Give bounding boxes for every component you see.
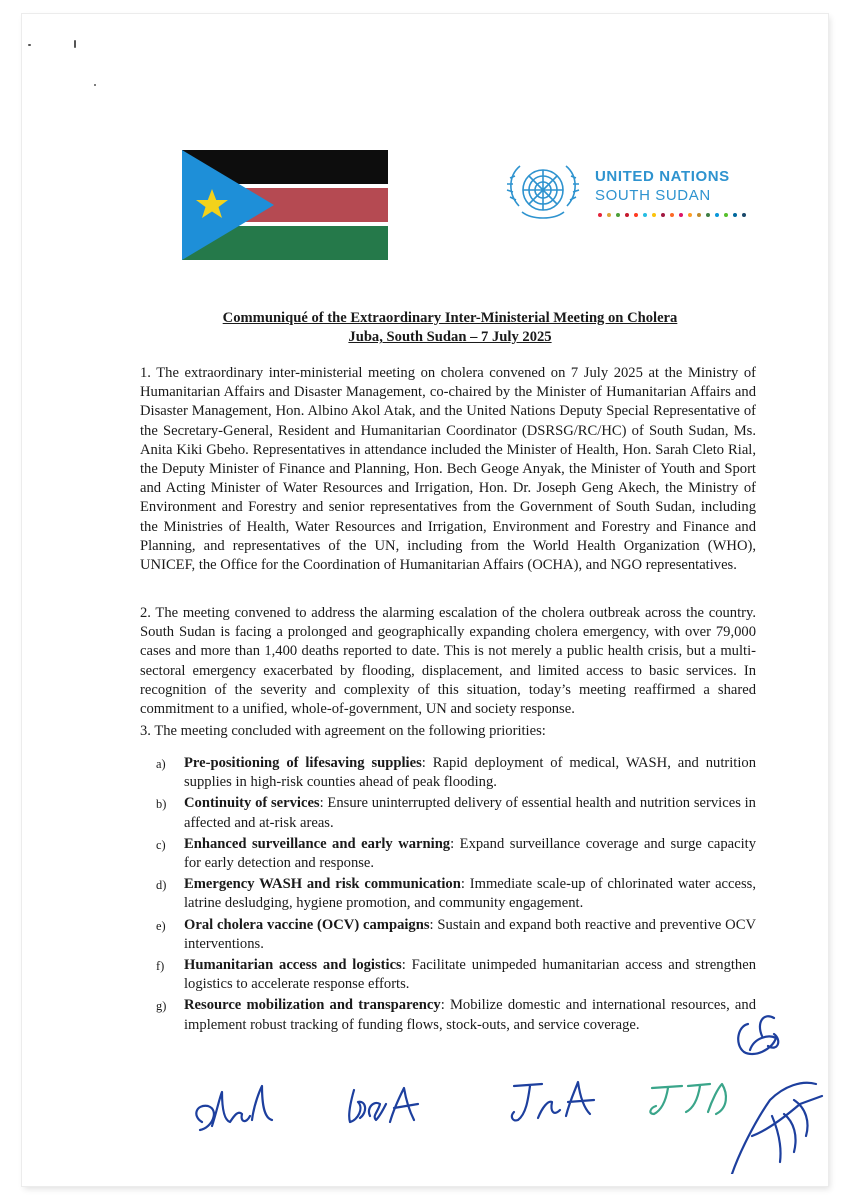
item-text: : Expand surveillance coverage and surge capacity for early detection and response. [184,835,757,872]
item-letter: d) [156,878,167,893]
item-text: : Immediate scale-up of chlorinated water access, latrine desludging, hygiene promotion, and community engagement. [184,876,756,912]
priorities-list [156,754,756,1037]
scan-speck [74,40,76,48]
list-item [156,835,756,873]
list-item [156,754,756,792]
signatures-svg [182,1004,847,1174]
item-heading: Emergency WASH and risk communication [184,876,461,893]
item-letter: a) [156,757,166,771]
item-text: : Rapid deployment of medical, WASH, and nutrition supplies in high-risk counties ahead of peak flooding. [184,755,756,791]
list-item [156,916,756,954]
sdg-dots-icon [597,212,757,218]
signature-5 [738,1016,778,1054]
item-heading: Pre-positioning of lifesaving supplies [184,755,422,771]
signature-1 [196,1086,272,1130]
item-text: : Ensure uninterrupted delivery of essential health and nutrition services in affected and at-risk areas. [184,795,756,831]
scan-speck [28,44,31,46]
document-page [22,14,828,1186]
scan-speck [94,84,96,86]
signature-6 [730,1083,822,1174]
list-item [156,875,756,913]
communique-title [142,309,758,347]
item-text: : Sustain and expand both reactive and preventive OCV interventions. [184,916,756,952]
un-south-sudan-logo [500,160,770,230]
paragraph-3: 3. The meeting concluded with agreement on the following priorities: [140,723,546,739]
un-emblem-icon [500,160,586,224]
item-letter: g) [156,999,167,1014]
title-line2: Juba, South Sudan – 7 July 2025 [348,329,552,345]
logo-title: UNITED NATIONS [595,168,730,185]
signature-2 [349,1088,418,1122]
item-letter: f) [156,959,165,974]
signatures-area [182,1004,847,1204]
list-item [156,956,756,994]
logo-subtitle: SOUTH SUDAN [595,187,711,204]
item-heading: Oral cholera vaccine (OCV) campaigns [184,916,430,933]
signature-3 [512,1082,594,1120]
item-letter: e) [156,918,166,933]
item-heading: Continuity of services [184,795,320,812]
south-sudan-flag-icon [182,150,388,260]
signature-4 [650,1084,726,1114]
item-heading: Humanitarian access and logistics [184,957,402,974]
paragraph-2: 2. The meeting convened to address the alarming escalation of the cholera outbreak across the country. South Sudan is facing a prolonged and geographically expanding cholera emergency, with over 79,000 cases and more than 1,400 deaths reported to date. This is not merely a public health crisis, but a multi-sectoral emergency exacerbated by flooding, displacement, and limited access to basic services. In recognition of the severity and complexity of this situation, today’s meeting reaffirmed a shared commitment to a unified, whole-of-government, UN and society response. [140,605,756,718]
item-heading: Enhanced surveillance and early warning [184,835,451,852]
title-line1: Communiqué of the Extraordinary Inter-Ministerial Meeting on Cholera [222,310,678,326]
item-heading: Resource mobilization and transparency [184,997,441,1014]
item-letter: b) [156,797,167,812]
paragraph-1: 1. The extraordinary inter-ministerial meeting on cholera convened on 7 July 2025 at the Ministry of Humanitarian Affairs and Disaster Management, co-chaired by the Minister of Humanitarian Affairs and Disaster Management, Hon. Albino Akol Atak, and the United Nations Deputy Special Representative of the Secretary-General, Resident and Humanitarian Coordinator (DSRSG/RC/HC) of South Sudan, Ms. Anita Kiki Gbeho. Representatives in attendance included the Minister of Health, Hon. Sarah Cleto Rial, the Deputy Minister of Finance and Planning, Hon. Bech Geoge Anyak, the Minister of Youth and Sport and Acting Minister of Water Resources and Irrigation, Hon. Dr. Joseph Geng Akech, the Ministry of Environment and Forestry and senior representatives from the Government of South Sudan, including the Ministries of Health, Water Resources and Irrigation, Environment and Forestry and Finance and Planning, and representatives of the UN, including from the World Health Organization (WHO), UNICEF, the Office for the Coordination of Humanitarian Affairs (OCHA), and NGO representatives. [140,365,756,574]
item-text: : Mobilize domestic and international resources, and implement robust tracking of funding flows, stock-outs, and service coverage. [184,997,756,1033]
item-letter: c) [156,837,166,852]
list-item [156,794,756,832]
item-text: : Facilitate unimpeded humanitarian access and strengthen logistics to accelerate response efforts. [184,957,756,993]
